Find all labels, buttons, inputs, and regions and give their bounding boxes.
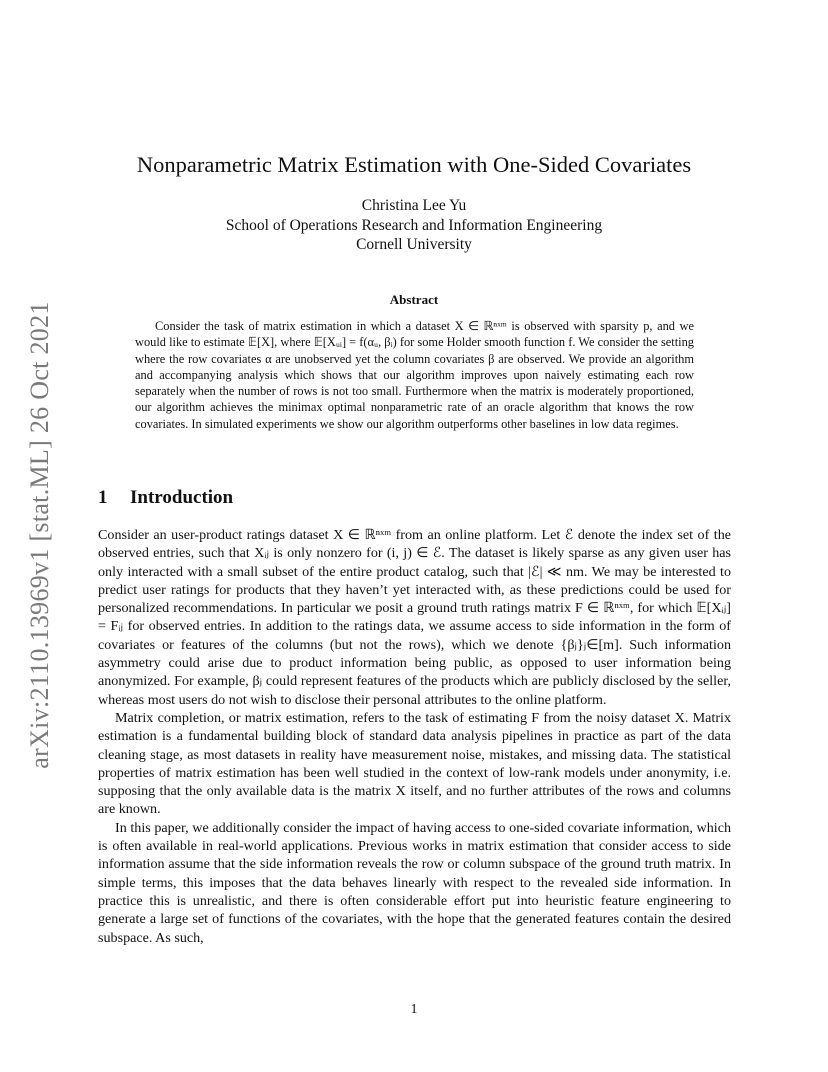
abstract-body [135,318,694,432]
author-institution: Cornell University [356,236,472,253]
arxiv-identifier [12,287,68,783]
paragraph: Consider an user-product ratings dataset X ∈ ℝⁿˣᵐ from an online platform. Let ℰ denote the index set of the observed entries, such that Xᵢⱼ is only nonzero for (i, j) ∈ ℰ. The dataset is likely sparse as any given user has only interacted with a small subset of the entire product catalog, such that |ℰ| ≪ nm. We may be interested to predict user ratings for products that they haven’t yet interacted with, as these predictions could be used for personalized recommendations. In particular we posit a ground truth ratings matrix F ∈ ℝⁿˣᵐ, for which 𝔼[Xᵢⱼ] = Fᵢⱼ for observed entries. In addition to the ratings data, we assume access to side information in the form of covariates or features of the columns (but not the rows), which we denote {βⱼ}ⱼ∈[m]. Such information asymmetry could arise due to product information being public, as opposed to user information being anonymized. For example, βⱼ could represent features of the products which are publicly disclosed by the seller, whereas most users do not wish to disclose their personal attributes to the online platform. [98,527,731,708]
abstract-heading: Abstract [389,292,439,307]
author-department: School of Operations Research and Information Engineering [225,217,603,234]
section-body [98,526,731,947]
arxiv-identifier-text: arXiv:2110.13969v1 [stat.ML] 26 Oct 2021 [25,301,54,769]
section-title: Introduction [130,487,234,508]
abstract-text: Consider the task of matrix estimation in which a dataset X ∈ ℝⁿˣᵐ is observed with sparsity p, and we would like to estimate 𝔼[X], where 𝔼[Xᵤᵢ] = f(αᵤ, βᵢ) for some Holder smooth function f. We consider the setting where the row covariates α are unobserved yet the column covariates β are observed. We provide an algorithm and accompanying analysis which shows that our algorithm improves upon naively estimating each row separately when the number of rows is not too small. Furthermore when the matrix is moderately proportioned, our algorithm achieves the minimax optimal nonparametric rate of an oracle algorithm that knows the row covariates. In simulated experiments we show our algorithm outperforms other baselines in low data regimes. [135,319,694,431]
paragraph: Matrix completion, or matrix estimation, refers to the task of estimating F from the noisy dataset X. Matrix estimation is a fundamental building block of standard data analysis pipelines in practice as part of the data cleaning stage, as most datasets in reality have measurement noise, mistakes, and missing data. The statistical properties of matrix estimation has been well studied in the context of low-rank models under anonymity, i.e. supposing that the only available data is the matrix X itself, and no further attributes of the rows and columns are known. [98,709,731,818]
paper-title: Nonparametric Matrix Estimation with One-Sided Covariates [136,152,692,177]
page-number: 1 [410,1002,418,1017]
paragraph: In this paper, we additionally consider the impact of having access to one-sided covariate information, which is often available in real-world applications. Previous works in matrix estimation that consider access to side information assume that the side information reveals the row or column subspace of the ground truth matrix. In simple terms, this imposes that the data behaves linearly with respect to the revealed side information. In practice this is unrealistic, and there is often considerable effort put into heuristic feature engineering to generate a large set of functions of the covariates, with the hope that the generated features contain the desired subspace. As such, [98,819,731,946]
section-number: 1 [98,487,108,508]
author-name: Christina Lee Yu [361,197,467,214]
section-heading [98,487,233,509]
